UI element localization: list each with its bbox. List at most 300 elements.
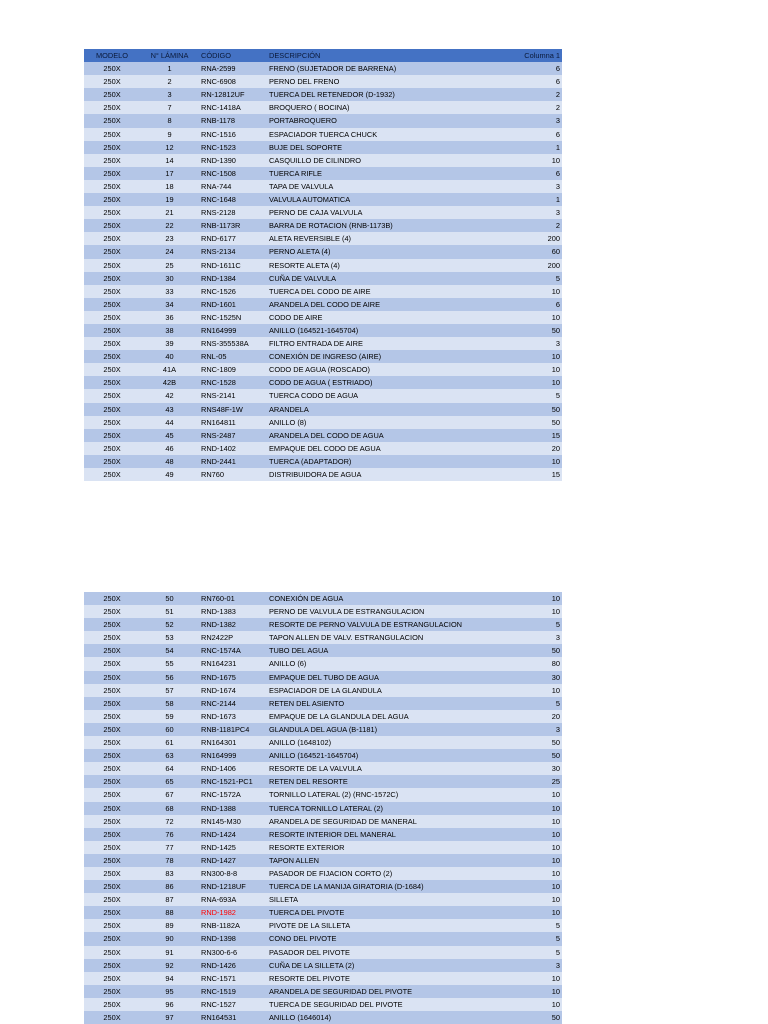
cell-lamina[interactable]: 90 (140, 932, 199, 945)
cell-codigo[interactable]: RNC-1572A (199, 788, 267, 801)
cell-modelo[interactable]: 250X (84, 154, 140, 167)
cell-descripcion[interactable]: SILLETA (267, 893, 503, 906)
cell-cantidad[interactable]: 10 (503, 841, 562, 854)
cell-lamina[interactable]: 60 (140, 723, 199, 736)
cell-lamina[interactable]: 65 (140, 775, 199, 788)
cell-codigo[interactable]: RNC-1648 (199, 193, 267, 206)
cell-descripcion[interactable]: CONEXIÓN DE AGUA (267, 592, 503, 605)
cell-codigo[interactable]: RNA-2599 (199, 62, 267, 75)
header-codigo[interactable]: CÓDIGO (199, 49, 267, 62)
cell-cantidad[interactable]: 5 (503, 697, 562, 710)
cell-descripcion[interactable]: ARANDELA DEL CODO DE AGUA (267, 429, 503, 442)
cell-lamina[interactable]: 18 (140, 180, 199, 193)
cell-descripcion[interactable]: RESORTE DEL PIVOTE (267, 972, 503, 985)
cell-codigo[interactable]: RND-1218UF (199, 880, 267, 893)
cell-codigo[interactable]: RN300-8-8 (199, 867, 267, 880)
cell-lamina[interactable]: 48 (140, 455, 199, 468)
cell-modelo[interactable]: 250X (84, 442, 140, 455)
cell-modelo[interactable]: 250X (84, 167, 140, 180)
cell-cantidad[interactable]: 3 (503, 114, 562, 127)
cell-lamina[interactable]: 54 (140, 644, 199, 657)
cell-modelo[interactable]: 250X (84, 710, 140, 723)
cell-cantidad[interactable]: 5 (503, 618, 562, 631)
cell-modelo[interactable]: 250X (84, 193, 140, 206)
cell-lamina[interactable]: 68 (140, 802, 199, 815)
cell-descripcion[interactable]: DISTRIBUIDORA DE AGUA (267, 468, 503, 481)
cell-lamina[interactable]: 41A (140, 363, 199, 376)
header-descripcion[interactable]: DESCRIPCIÓN (267, 49, 503, 62)
cell-descripcion[interactable]: CODO DE AGUA (ROSCADO) (267, 363, 503, 376)
cell-lamina[interactable]: 92 (140, 959, 199, 972)
cell-codigo[interactable]: RND-1427 (199, 854, 267, 867)
cell-modelo[interactable]: 250X (84, 350, 140, 363)
cell-descripcion[interactable]: RESORTE EXTERIOR (267, 841, 503, 854)
cell-descripcion[interactable]: RESORTE DE LA VALVULA (267, 762, 503, 775)
cell-codigo[interactable]: RNS-355538A (199, 337, 267, 350)
cell-descripcion[interactable]: BUJE DEL SOPORTE (267, 141, 503, 154)
cell-codigo[interactable]: RND-1673 (199, 710, 267, 723)
cell-codigo[interactable]: RNC-1809 (199, 363, 267, 376)
cell-lamina[interactable]: 94 (140, 972, 199, 985)
cell-lamina[interactable]: 52 (140, 618, 199, 631)
cell-cantidad[interactable]: 200 (503, 232, 562, 245)
cell-lamina[interactable]: 38 (140, 324, 199, 337)
cell-lamina[interactable]: 67 (140, 788, 199, 801)
cell-codigo[interactable]: RNC-6908 (199, 75, 267, 88)
cell-codigo[interactable]: RN300-6-6 (199, 946, 267, 959)
cell-codigo[interactable]: RNS-2134 (199, 245, 267, 258)
cell-lamina[interactable]: 53 (140, 631, 199, 644)
cell-codigo[interactable]: RNC-2144 (199, 697, 267, 710)
cell-modelo[interactable]: 250X (84, 232, 140, 245)
cell-cantidad[interactable]: 10 (503, 455, 562, 468)
cell-descripcion[interactable]: TUERCA CODO DE AGUA (267, 389, 503, 402)
cell-lamina[interactable]: 21 (140, 206, 199, 219)
cell-descripcion[interactable]: ARANDELA DE SEGURIDAD DEL PIVOTE (267, 985, 503, 998)
cell-modelo[interactable]: 250X (84, 946, 140, 959)
cell-lamina[interactable]: 24 (140, 245, 199, 258)
cell-lamina[interactable]: 44 (140, 416, 199, 429)
cell-descripcion[interactable]: FILTRO ENTRADA DE AIRE (267, 337, 503, 350)
cell-codigo[interactable]: RN145-M30 (199, 815, 267, 828)
cell-codigo[interactable]: RNS-2487 (199, 429, 267, 442)
cell-descripcion[interactable]: EMPAQUE DE LA GLANDULA DEL AGUA (267, 710, 503, 723)
cell-descripcion[interactable]: TUERCA DE SEGURIDAD DEL PIVOTE (267, 998, 503, 1011)
cell-cantidad[interactable]: 6 (503, 167, 562, 180)
cell-modelo[interactable]: 250X (84, 88, 140, 101)
cell-modelo[interactable]: 250X (84, 416, 140, 429)
cell-cantidad[interactable]: 10 (503, 998, 562, 1011)
header-lamina[interactable]: N° LÁMINA (140, 49, 199, 62)
cell-descripcion[interactable]: TAPON ALLEN DE VALV. ESTRANGULACION (267, 631, 503, 644)
cell-lamina[interactable]: 50 (140, 592, 199, 605)
cell-lamina[interactable]: 97 (140, 1011, 199, 1024)
cell-cantidad[interactable]: 10 (503, 605, 562, 618)
cell-lamina[interactable]: 2 (140, 75, 199, 88)
cell-cantidad[interactable]: 25 (503, 775, 562, 788)
cell-descripcion[interactable]: CODO DE AGUA ( ESTRIADO) (267, 376, 503, 389)
cell-descripcion[interactable]: TUERCA DEL PIVOTE (267, 906, 503, 919)
cell-codigo[interactable]: RND-1425 (199, 841, 267, 854)
cell-codigo[interactable]: RNC-1516 (199, 128, 267, 141)
cell-codigo[interactable]: RND-1674 (199, 684, 267, 697)
cell-lamina[interactable]: 56 (140, 671, 199, 684)
cell-modelo[interactable]: 250X (84, 468, 140, 481)
cell-cantidad[interactable]: 30 (503, 762, 562, 775)
cell-cantidad[interactable]: 10 (503, 802, 562, 815)
cell-modelo[interactable]: 250X (84, 919, 140, 932)
cell-modelo[interactable]: 250X (84, 403, 140, 416)
cell-cantidad[interactable]: 10 (503, 828, 562, 841)
cell-modelo[interactable]: 250X (84, 618, 140, 631)
cell-modelo[interactable]: 250X (84, 180, 140, 193)
cell-codigo[interactable]: RND-1601 (199, 298, 267, 311)
cell-descripcion[interactable]: RESORTE DE PERNO VALVULA DE ESTRANGULACION (267, 618, 503, 631)
cell-lamina[interactable]: 76 (140, 828, 199, 841)
cell-descripcion[interactable]: TUERCA DE LA MANIJA GIRATORIA (D-1684) (267, 880, 503, 893)
cell-cantidad[interactable]: 50 (503, 736, 562, 749)
cell-lamina[interactable]: 46 (140, 442, 199, 455)
cell-lamina[interactable]: 8 (140, 114, 199, 127)
cell-descripcion[interactable]: PERNO DE VALVULA DE ESTRANGULACION (267, 605, 503, 618)
cell-descripcion[interactable]: PASADOR DEL PIVOTE (267, 946, 503, 959)
cell-lamina[interactable]: 91 (140, 946, 199, 959)
cell-modelo[interactable]: 250X (84, 854, 140, 867)
cell-cantidad[interactable]: 3 (503, 631, 562, 644)
cell-cantidad[interactable]: 15 (503, 429, 562, 442)
cell-modelo[interactable]: 250X (84, 880, 140, 893)
cell-cantidad[interactable]: 10 (503, 906, 562, 919)
cell-cantidad[interactable]: 5 (503, 272, 562, 285)
cell-modelo[interactable]: 250X (84, 324, 140, 337)
cell-descripcion[interactable]: ANILLO (8) (267, 416, 503, 429)
cell-modelo[interactable]: 250X (84, 775, 140, 788)
cell-descripcion[interactable]: PERNO ALETA (4) (267, 245, 503, 258)
cell-lamina[interactable]: 78 (140, 854, 199, 867)
cell-cantidad[interactable]: 10 (503, 376, 562, 389)
cell-modelo[interactable]: 250X (84, 697, 140, 710)
cell-cantidad[interactable]: 200 (503, 259, 562, 272)
cell-descripcion[interactable]: PASADOR DE FIJACION CORTO (2) (267, 867, 503, 880)
cell-modelo[interactable]: 250X (84, 245, 140, 258)
cell-modelo[interactable]: 250X (84, 906, 140, 919)
cell-cantidad[interactable]: 50 (503, 403, 562, 416)
cell-descripcion[interactable]: RETEN DEL ASIENTO (267, 697, 503, 710)
cell-descripcion[interactable]: RESORTE ALETA (4) (267, 259, 503, 272)
cell-codigo[interactable]: RN164999 (199, 324, 267, 337)
cell-descripcion[interactable]: VALVULA AUTOMATICA (267, 193, 503, 206)
cell-cantidad[interactable]: 1 (503, 141, 562, 154)
cell-modelo[interactable]: 250X (84, 592, 140, 605)
cell-descripcion[interactable]: GLANDULA DEL AGUA (B-1181) (267, 723, 503, 736)
cell-codigo[interactable]: RNC-1508 (199, 167, 267, 180)
header-columna-1[interactable]: Columna 1 (503, 49, 562, 62)
cell-lamina[interactable]: 64 (140, 762, 199, 775)
cell-modelo[interactable]: 250X (84, 736, 140, 749)
cell-lamina[interactable]: 88 (140, 906, 199, 919)
cell-cantidad[interactable]: 10 (503, 880, 562, 893)
cell-codigo[interactable]: RND-1388 (199, 802, 267, 815)
cell-descripcion[interactable]: ANILLO (164521-1645704) (267, 324, 503, 337)
cell-modelo[interactable]: 250X (84, 841, 140, 854)
cell-descripcion[interactable]: RETEN DEL RESORTE (267, 775, 503, 788)
cell-lamina[interactable]: 49 (140, 468, 199, 481)
cell-descripcion[interactable]: PORTABROQUERO (267, 114, 503, 127)
cell-lamina[interactable]: 95 (140, 985, 199, 998)
cell-lamina[interactable]: 19 (140, 193, 199, 206)
cell-codigo[interactable]: RND-1383 (199, 605, 267, 618)
cell-codigo[interactable]: RN760 (199, 468, 267, 481)
cell-codigo[interactable]: RND-1390 (199, 154, 267, 167)
cell-modelo[interactable]: 250X (84, 75, 140, 88)
cell-descripcion[interactable]: BARRA DE ROTACION (RNB-1173B) (267, 219, 503, 232)
cell-lamina[interactable]: 51 (140, 605, 199, 618)
cell-cantidad[interactable]: 3 (503, 180, 562, 193)
cell-lamina[interactable]: 14 (140, 154, 199, 167)
cell-cantidad[interactable]: 2 (503, 88, 562, 101)
cell-modelo[interactable]: 250X (84, 376, 140, 389)
cell-descripcion[interactable]: BROQUERO ( BOCINA) (267, 101, 503, 114)
cell-modelo[interactable]: 250X (84, 206, 140, 219)
cell-codigo[interactable]: RNL-05 (199, 350, 267, 363)
cell-cantidad[interactable]: 50 (503, 416, 562, 429)
cell-codigo[interactable]: RNC-1527 (199, 998, 267, 1011)
cell-codigo[interactable]: RN760-01 (199, 592, 267, 605)
cell-descripcion[interactable]: CODO DE AIRE (267, 311, 503, 324)
cell-modelo[interactable]: 250X (84, 337, 140, 350)
cell-cantidad[interactable]: 10 (503, 684, 562, 697)
header-modelo[interactable]: MODELO (84, 49, 140, 62)
cell-descripcion[interactable]: ANILLO (1648102) (267, 736, 503, 749)
cell-codigo[interactable]: RNC-1571 (199, 972, 267, 985)
cell-cantidad[interactable]: 10 (503, 311, 562, 324)
cell-descripcion[interactable]: ARANDELA DEL CODO DE AIRE (267, 298, 503, 311)
cell-modelo[interactable]: 250X (84, 1011, 140, 1024)
cell-cantidad[interactable]: 50 (503, 749, 562, 762)
cell-lamina[interactable]: 12 (140, 141, 199, 154)
cell-descripcion[interactable]: ANILLO (1646014) (267, 1011, 503, 1024)
cell-lamina[interactable]: 43 (140, 403, 199, 416)
cell-modelo[interactable]: 250X (84, 893, 140, 906)
cell-lamina[interactable]: 39 (140, 337, 199, 350)
cell-modelo[interactable]: 250X (84, 657, 140, 670)
cell-modelo[interactable]: 250X (84, 723, 140, 736)
cell-modelo[interactable]: 250X (84, 815, 140, 828)
cell-descripcion[interactable]: ESPACIADOR TUERCA CHUCK (267, 128, 503, 141)
cell-modelo[interactable]: 250X (84, 389, 140, 402)
cell-codigo[interactable]: RNB-1181PC4 (199, 723, 267, 736)
cell-cantidad[interactable]: 5 (503, 932, 562, 945)
cell-lamina[interactable]: 61 (140, 736, 199, 749)
cell-lamina[interactable]: 77 (140, 841, 199, 854)
cell-codigo[interactable]: RNB-1173R (199, 219, 267, 232)
cell-descripcion[interactable]: TUERCA (ADAPTADOR) (267, 455, 503, 468)
cell-lamina[interactable]: 89 (140, 919, 199, 932)
cell-modelo[interactable]: 250X (84, 455, 140, 468)
cell-codigo[interactable]: RNS48F-1W (199, 403, 267, 416)
cell-lamina[interactable]: 57 (140, 684, 199, 697)
cell-descripcion[interactable]: ALETA REVERSIBLE (4) (267, 232, 503, 245)
cell-descripcion[interactable]: ANILLO (164521-1645704) (267, 749, 503, 762)
cell-codigo[interactable]: RND-1402 (199, 442, 267, 455)
cell-codigo[interactable]: RNA-744 (199, 180, 267, 193)
cell-lamina[interactable]: 25 (140, 259, 199, 272)
cell-descripcion[interactable]: CUÑA DE VALVULA (267, 272, 503, 285)
cell-codigo[interactable]: RNC-1521-PC1 (199, 775, 267, 788)
cell-codigo[interactable]: RN164999 (199, 749, 267, 762)
cell-modelo[interactable]: 250X (84, 128, 140, 141)
cell-cantidad[interactable]: 10 (503, 592, 562, 605)
cell-modelo[interactable]: 250X (84, 141, 140, 154)
cell-modelo[interactable]: 250X (84, 932, 140, 945)
cell-descripcion[interactable]: TUBO DEL AGUA (267, 644, 503, 657)
cell-modelo[interactable]: 250X (84, 114, 140, 127)
cell-modelo[interactable]: 250X (84, 671, 140, 684)
cell-lamina[interactable]: 42 (140, 389, 199, 402)
cell-lamina[interactable]: 72 (140, 815, 199, 828)
cell-codigo[interactable]: RND-1382 (199, 618, 267, 631)
cell-lamina[interactable]: 17 (140, 167, 199, 180)
cell-cantidad[interactable]: 20 (503, 442, 562, 455)
cell-cantidad[interactable]: 3 (503, 206, 562, 219)
cell-descripcion[interactable]: RESORTE INTERIOR DEL MANERAL (267, 828, 503, 841)
cell-descripcion[interactable]: PIVOTE DE LA SILLETA (267, 919, 503, 932)
cell-codigo[interactable]: RND-1426 (199, 959, 267, 972)
cell-modelo[interactable]: 250X (84, 363, 140, 376)
cell-cantidad[interactable]: 10 (503, 854, 562, 867)
cell-modelo[interactable]: 250X (84, 867, 140, 880)
cell-cantidad[interactable]: 80 (503, 657, 562, 670)
cell-codigo[interactable]: RNC-1519 (199, 985, 267, 998)
cell-descripcion[interactable]: TUERCA DEL RETENEDOR (D-1932) (267, 88, 503, 101)
cell-codigo[interactable]: RNC-1528 (199, 376, 267, 389)
cell-modelo[interactable]: 250X (84, 259, 140, 272)
cell-descripcion[interactable]: EMPAQUE DEL TUBO DE AGUA (267, 671, 503, 684)
cell-codigo[interactable]: RND-1424 (199, 828, 267, 841)
cell-lamina[interactable]: 23 (140, 232, 199, 245)
cell-cantidad[interactable]: 10 (503, 363, 562, 376)
cell-cantidad[interactable]: 2 (503, 219, 562, 232)
cell-modelo[interactable]: 250X (84, 985, 140, 998)
cell-modelo[interactable]: 250X (84, 644, 140, 657)
cell-descripcion[interactable]: ARANDELA (267, 403, 503, 416)
cell-modelo[interactable]: 250X (84, 749, 140, 762)
cell-cantidad[interactable]: 1 (503, 193, 562, 206)
cell-codigo[interactable]: RNC-1418A (199, 101, 267, 114)
cell-cantidad[interactable]: 30 (503, 671, 562, 684)
cell-descripcion[interactable]: TAPA DE VALVULA (267, 180, 503, 193)
cell-codigo[interactable]: RNC-1526 (199, 285, 267, 298)
cell-lamina[interactable]: 30 (140, 272, 199, 285)
cell-cantidad[interactable]: 15 (503, 468, 562, 481)
cell-lamina[interactable]: 22 (140, 219, 199, 232)
cell-lamina[interactable]: 63 (140, 749, 199, 762)
cell-cantidad[interactable]: 3 (503, 723, 562, 736)
cell-cantidad[interactable]: 50 (503, 1011, 562, 1024)
cell-cantidad[interactable]: 10 (503, 893, 562, 906)
cell-cantidad[interactable]: 3 (503, 337, 562, 350)
cell-modelo[interactable]: 250X (84, 219, 140, 232)
cell-codigo[interactable]: RN164231 (199, 657, 267, 670)
cell-codigo[interactable]: RND-1675 (199, 671, 267, 684)
cell-modelo[interactable]: 250X (84, 285, 140, 298)
cell-modelo[interactable]: 250X (84, 998, 140, 1011)
cell-descripcion[interactable]: TUERCA TORNILLO LATERAL (2) (267, 802, 503, 815)
cell-cantidad[interactable]: 10 (503, 867, 562, 880)
cell-codigo[interactable]: RND-1611C (199, 259, 267, 272)
cell-descripcion[interactable]: PERNO DE CAJA VALVULA (267, 206, 503, 219)
cell-cantidad[interactable]: 6 (503, 128, 562, 141)
cell-lamina[interactable]: 86 (140, 880, 199, 893)
cell-codigo[interactable]: RNC-1525N (199, 311, 267, 324)
cell-modelo[interactable]: 250X (84, 631, 140, 644)
cell-lamina[interactable]: 36 (140, 311, 199, 324)
cell-lamina[interactable]: 9 (140, 128, 199, 141)
cell-codigo[interactable]: RNC-1574A (199, 644, 267, 657)
cell-codigo[interactable]: RN2422P (199, 631, 267, 644)
cell-cantidad[interactable]: 3 (503, 959, 562, 972)
cell-cantidad[interactable]: 10 (503, 815, 562, 828)
cell-cantidad[interactable]: 2 (503, 101, 562, 114)
cell-codigo[interactable]: RN164531 (199, 1011, 267, 1024)
cell-codigo[interactable]: RND-1398 (199, 932, 267, 945)
cell-cantidad[interactable]: 10 (503, 285, 562, 298)
cell-modelo[interactable]: 250X (84, 762, 140, 775)
cell-cantidad[interactable]: 50 (503, 324, 562, 337)
cell-cantidad[interactable]: 5 (503, 389, 562, 402)
cell-cantidad[interactable]: 5 (503, 946, 562, 959)
cell-cantidad[interactable]: 10 (503, 350, 562, 363)
cell-lamina[interactable]: 87 (140, 893, 199, 906)
cell-descripcion[interactable]: ARANDELA DE SEGURIDAD DE MANERAL (267, 815, 503, 828)
cell-codigo[interactable]: RND-6177 (199, 232, 267, 245)
cell-descripcion[interactable]: TAPON ALLEN (267, 854, 503, 867)
cell-cantidad[interactable]: 10 (503, 985, 562, 998)
cell-codigo[interactable]: RN164811 (199, 416, 267, 429)
cell-cantidad[interactable]: 6 (503, 62, 562, 75)
cell-lamina[interactable]: 42B (140, 376, 199, 389)
cell-modelo[interactable]: 250X (84, 429, 140, 442)
cell-modelo[interactable]: 250X (84, 62, 140, 75)
cell-descripcion[interactable]: CONEXIÓN DE INGRESO (AIRE) (267, 350, 503, 363)
cell-modelo[interactable]: 250X (84, 802, 140, 815)
cell-cantidad[interactable]: 5 (503, 919, 562, 932)
cell-modelo[interactable]: 250X (84, 684, 140, 697)
cell-codigo[interactable]: RNC-1523 (199, 141, 267, 154)
cell-cantidad[interactable]: 6 (503, 75, 562, 88)
cell-modelo[interactable]: 250X (84, 605, 140, 618)
cell-cantidad[interactable]: 6 (503, 298, 562, 311)
cell-descripcion[interactable]: CONO DEL PIVOTE (267, 932, 503, 945)
cell-lamina[interactable]: 33 (140, 285, 199, 298)
cell-modelo[interactable]: 250X (84, 101, 140, 114)
cell-codigo[interactable]: RNS-2128 (199, 206, 267, 219)
cell-descripcion[interactable]: EMPAQUE DEL CODO DE AGUA (267, 442, 503, 455)
cell-modelo[interactable]: 250X (84, 972, 140, 985)
cell-descripcion[interactable]: TORNILLO LATERAL (2) (RNC-1572C) (267, 788, 503, 801)
cell-codigo[interactable]: RNB-1182A (199, 919, 267, 932)
cell-cantidad[interactable]: 50 (503, 644, 562, 657)
cell-cantidad[interactable]: 20 (503, 710, 562, 723)
cell-modelo[interactable]: 250X (84, 959, 140, 972)
cell-cantidad[interactable]: 60 (503, 245, 562, 258)
cell-codigo[interactable]: RND-1406 (199, 762, 267, 775)
cell-descripcion[interactable]: TUERCA RIFLE (267, 167, 503, 180)
cell-descripcion[interactable]: FRENO (SUJETADOR DE BARRENA) (267, 62, 503, 75)
cell-lamina[interactable]: 7 (140, 101, 199, 114)
cell-codigo[interactable]: RNA-693A (199, 893, 267, 906)
cell-lamina[interactable]: 96 (140, 998, 199, 1011)
